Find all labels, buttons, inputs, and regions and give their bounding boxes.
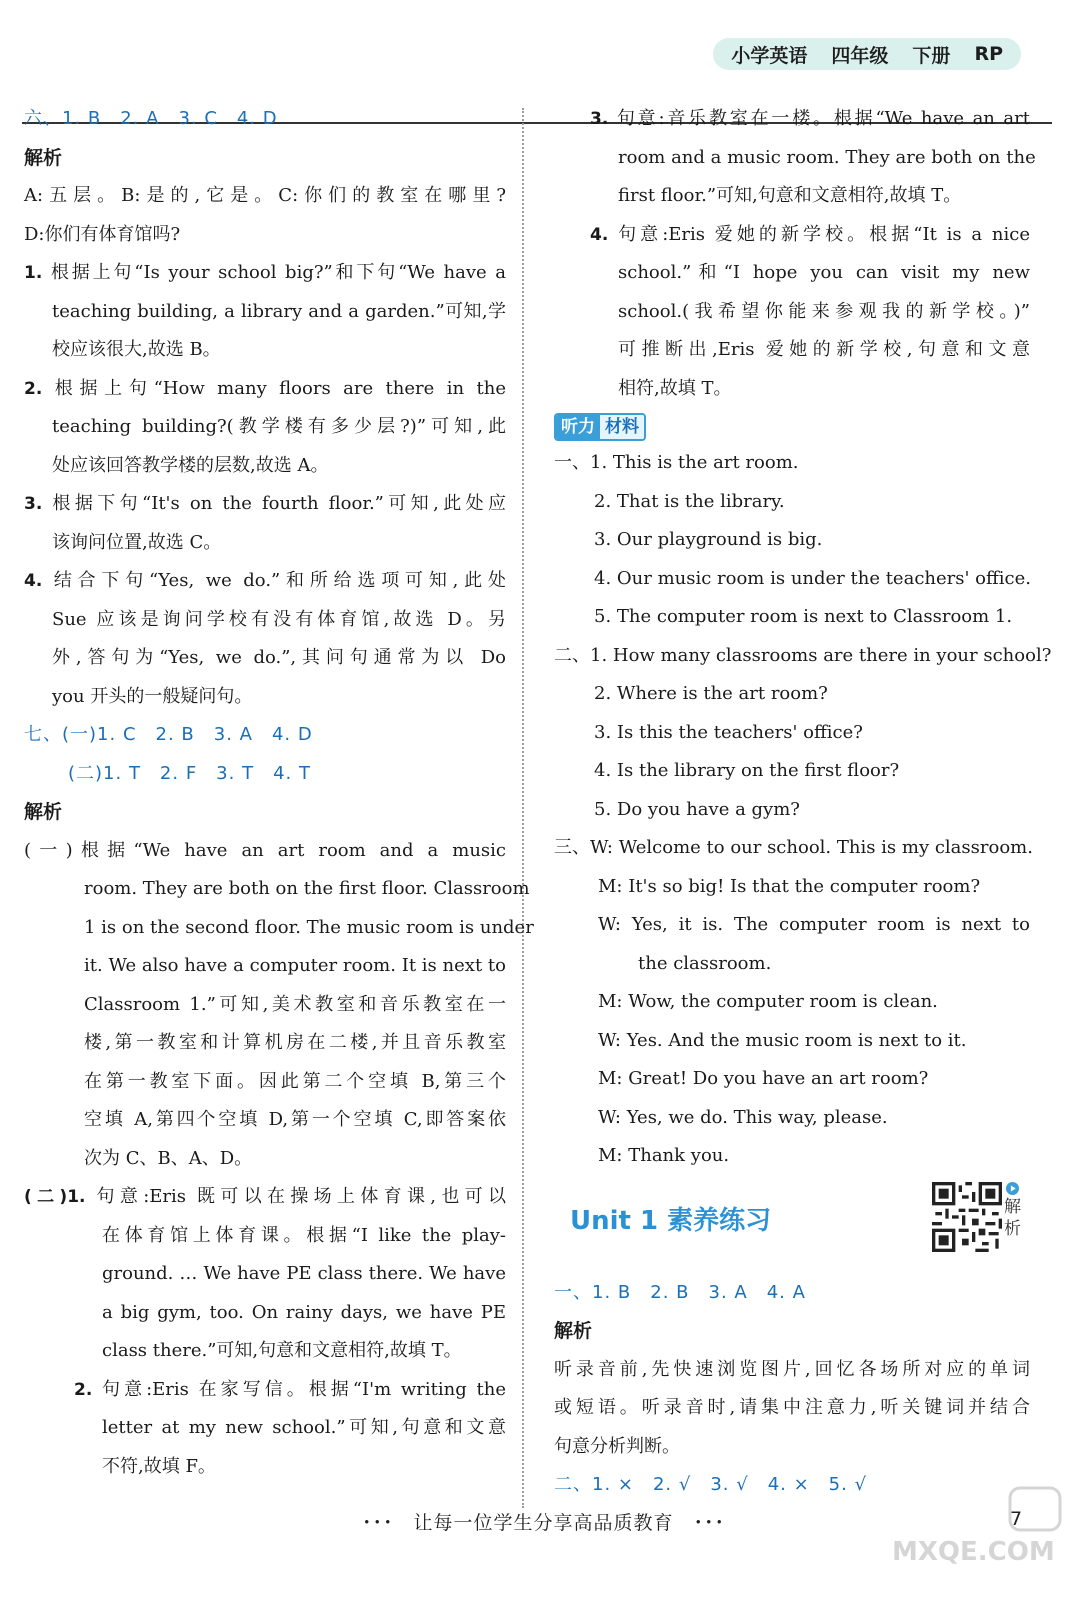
- list-item: [24, 562, 506, 601]
- item-text: 句意:音乐教室在一楼。根据“We have an art: [616, 108, 1030, 129]
- text-line: 次为 C、B、A、D。: [84, 1147, 253, 1169]
- column-divider: [522, 108, 524, 1508]
- text-line: 或短语。听录音时,请集中注意力,听关键词并结合: [554, 1397, 1030, 1418]
- analysis-heading: 解析: [24, 146, 63, 169]
- text-line: Sue 应该是询问学校有没有体育馆,故选 D。另: [52, 608, 506, 630]
- text-line: 句意分析判断。: [554, 1435, 680, 1457]
- list-item: [24, 254, 506, 293]
- text-line: letter at my new school.”可知,句意和文意: [102, 1417, 506, 1438]
- dialogue-line: M: Wow, the computer room is clean.: [598, 991, 938, 1012]
- text-line: A:五层。B:是的,它是。C:你们的教室在哪里?: [24, 185, 506, 206]
- answer-line-6: 六、1. B 2. A 3. C 4. D: [24, 108, 278, 129]
- text-line: (一)根据“We have an art room and a music: [24, 839, 506, 861]
- text-line: 处应该回答教学楼的层数,故选 A。: [52, 454, 329, 476]
- qr-label: 解析: [1004, 1196, 1021, 1239]
- item-number: 3.: [590, 109, 609, 129]
- text-line: teaching building?(教学楼有多少层?)”可知,此: [52, 416, 506, 437]
- text-line: it. We also have a computer room. It is next to: [84, 955, 506, 976]
- text-line: first floor.”可知,句意和文意相符,故填 T。: [618, 185, 962, 206]
- text-line: 外,答句为“Yes, we do.”,其问句通常为以 Do: [52, 647, 506, 668]
- text-line: 校应该很大,故选 B。: [52, 339, 221, 360]
- list-item: [24, 485, 506, 524]
- list-item: [24, 1178, 506, 1217]
- answer-line-7b: (二)1. T 2. F 3. T 4. T: [68, 762, 311, 784]
- script-line: 4. Our music room is under the teachers' office.: [594, 567, 1031, 589]
- text-line: a big gym, too. On rainy days, we have PE: [102, 1301, 506, 1323]
- text-line: room. They are both on the first floor. Classroom: [84, 878, 530, 899]
- list-item: [554, 100, 1030, 139]
- text-line: Classroom 1.”可知,美术教室和音乐教室在一: [84, 993, 506, 1015]
- tag-material: 材料: [600, 415, 644, 439]
- page-number: 7: [1010, 1508, 1023, 1530]
- unit-answer-line-2: 二、1. × 2. √ 3. √ 4. × 5. √: [554, 1474, 868, 1495]
- script-line: 3. Is this the teachers' office?: [594, 721, 863, 743]
- list-item: [24, 1371, 506, 1410]
- item-text: 根据上句“How many floors are there in the: [54, 377, 506, 399]
- script-line: 5. Do you have a gym?: [594, 798, 800, 820]
- text-line: 在第一教室下面。因此第二个空填 B,第三个: [84, 1070, 506, 1092]
- item-number: 4.: [24, 571, 43, 591]
- text-line: D:你们有体育馆吗?: [24, 223, 181, 245]
- text-line: 1 is on the second floor. The music room is under: [84, 916, 534, 938]
- item-text: 结合下句“Yes, we do.”和所给选项可知,此处: [53, 570, 506, 591]
- header-volume: 下册: [912, 44, 951, 67]
- text-line: 听录音前,先快速浏览图片,回忆各场所对应的单词: [554, 1358, 1030, 1380]
- list-item: [554, 216, 1030, 255]
- script-line: 二、1. How many classrooms are there in your school?: [554, 644, 1052, 666]
- item-text: 句意:Eris 在家写信。根据“I'm writing the: [102, 1378, 506, 1400]
- analysis-heading: 解析: [24, 801, 63, 823]
- svg-text:MXQE.COM: MXQE.COM: [892, 1537, 1055, 1566]
- text-line: 楼,第一教室和计算机房在二楼,并且音乐教室: [84, 1032, 506, 1053]
- header-grade: 四年级: [831, 44, 889, 67]
- text-line: 相符,故填 T。: [618, 377, 732, 399]
- item-number: 2.: [74, 1379, 93, 1400]
- script-line: 2. Where is the art room?: [594, 683, 828, 704]
- text-line: class there.”可知,句意和文意相符,故填 T。: [102, 1340, 462, 1361]
- tag-listening: 听力: [556, 415, 600, 439]
- watermark-logo: [890, 1486, 1070, 1566]
- item-text: 根据上句“Is your school big?”和下句“We have a: [50, 262, 506, 283]
- text-line: 该询问位置,故选 C。: [52, 531, 222, 553]
- text-line: teaching building, a library and a garden.”可知,学: [52, 300, 506, 322]
- item-number: (二)1.: [24, 1187, 86, 1207]
- text-line: 在体育馆上体育课。根据“I like the play-: [102, 1224, 506, 1246]
- dialogue-line: W: Yes, we do. This way, please.: [598, 1106, 888, 1128]
- left-column: [24, 100, 534, 1486]
- item-text: 根据下句“It's on the fourth floor.”可知,此处应: [52, 493, 506, 514]
- text-line: 空填 A,第四个空填 D,第一个空填 C,即答案依: [84, 1109, 506, 1130]
- play-icon: [1006, 1182, 1019, 1195]
- text-line: room and a music room. They are both on the: [618, 146, 1036, 168]
- item-text: 句意:Eris 爱她的新学校。根据“It is a nice: [618, 223, 1030, 245]
- listening-material-tag: [554, 413, 646, 441]
- dialogue-line: M: Thank you.: [598, 1145, 730, 1166]
- text-line: school.(我希望你能来参观我的新学校。)”: [618, 300, 1030, 322]
- item-number: 3.: [24, 494, 43, 514]
- dialogue-line: W: Yes, it is. The computer room is next to: [598, 914, 1030, 935]
- unit-section-header: [554, 1182, 1030, 1274]
- analysis-heading: 解析: [554, 1320, 593, 1342]
- header-bar: [713, 38, 1021, 70]
- script-line: 5. The computer room is next to Classroom 1.: [594, 606, 1013, 627]
- dialogue-line: M: It's so big! Is that the computer room?: [598, 875, 981, 897]
- header-edition: RP: [974, 43, 1003, 65]
- script-line: 一、1. This is the art room.: [554, 452, 799, 473]
- footer-slogan: ･･･ 让每一位学生分享高品质教育 ･･･: [361, 1512, 725, 1534]
- header-subject: 小学英语: [731, 44, 808, 67]
- item-number: 2.: [24, 378, 43, 399]
- text-line: school.”和“I hope you can visit my new: [618, 262, 1030, 283]
- unit-answer-line-1: 一、1. B 2. B 3. A 4. A: [554, 1281, 806, 1303]
- text-line: 不符,故填 F。: [102, 1455, 216, 1477]
- item-number: 1.: [24, 263, 43, 283]
- script-line: 2. That is the library.: [594, 490, 785, 512]
- text-line: you 开头的一般疑问句。: [52, 685, 253, 707]
- text-line: 可推断出,Eris 爱她的新学校,句意和文意: [618, 339, 1030, 360]
- dialogue-line: W: Yes. And the music room is next to it.: [598, 1029, 967, 1051]
- listening-material-tag-row: [554, 412, 1030, 442]
- item-text: 句意:Eris 既可以在操场上体育课,也可以: [96, 1186, 507, 1207]
- unit-title: Unit 1 素养练习: [570, 1205, 772, 1236]
- item-number: 4.: [590, 224, 609, 245]
- answer-line-7a: 七、(一)1. C 2. B 3. A 4. D: [24, 724, 313, 745]
- script-line: 4. Is the library on the first floor?: [594, 760, 900, 781]
- right-column: [554, 100, 1052, 1505]
- text-line: ground. … We have PE class there. We have: [102, 1263, 506, 1284]
- dialogue-line: M: Great! Do you have an art room?: [598, 1068, 929, 1089]
- list-item: [24, 370, 506, 409]
- script-line: 3. Our playground is big.: [594, 529, 823, 550]
- qr-code-icon[interactable]: [932, 1182, 1002, 1252]
- dialogue-line: the classroom.: [638, 952, 772, 974]
- dialogue-line: 三、W: Welcome to our school. This is my classroom.: [554, 837, 1033, 858]
